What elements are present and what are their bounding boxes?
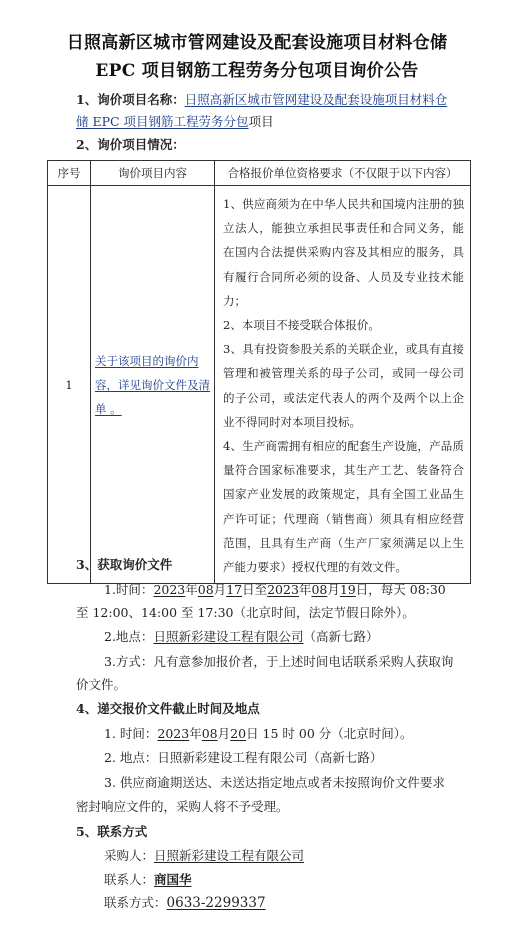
year-char: 年 bbox=[189, 726, 202, 741]
buyer-label: 采购人： bbox=[104, 848, 155, 863]
phone-label: 联系方式： bbox=[104, 895, 167, 910]
section3-time-line2: 至 12:00、14:00 至 17:30（北京时间，法定节假日除外）。 bbox=[76, 605, 415, 620]
month-char: 月 bbox=[217, 726, 231, 741]
contact-line bbox=[104, 872, 192, 888]
buyer-line bbox=[104, 848, 304, 864]
project-name-suffix: 项目 bbox=[248, 114, 274, 129]
year-char: 年 bbox=[298, 582, 312, 597]
requirement-item: 2、本项目不接受联合体报价。 bbox=[223, 318, 380, 333]
month-char: 月 bbox=[213, 582, 227, 597]
deadline-tail: 日 15 时 00 分（北京时间）。 bbox=[246, 726, 413, 741]
row-requirements bbox=[215, 186, 471, 584]
row-content bbox=[91, 186, 215, 584]
place-value: 日照新彩建设工程有限公司 bbox=[153, 629, 304, 644]
section5-label: 5、联系方式 bbox=[76, 824, 148, 839]
place-label: 2.地点： bbox=[104, 629, 154, 644]
end-day: 19 bbox=[339, 582, 356, 597]
project-name-part1: 日照高新区城市管网建设及配套设施项目材料仓 bbox=[184, 92, 448, 107]
time-label: 1.时间： bbox=[104, 582, 154, 597]
section4-note-line1: 3. 供应商逾期送达、未送达指定地点或者未按照询价文件要求 bbox=[104, 775, 445, 790]
start-day: 17 bbox=[226, 582, 243, 597]
buyer-value: 日照新彩建设工程有限公司 bbox=[154, 848, 305, 863]
header-content: 询价项目内容 bbox=[91, 161, 215, 186]
deadline-month: 08 bbox=[201, 726, 218, 741]
section1-label: 1、询价项目名称： bbox=[76, 92, 185, 107]
day-tail: 日，每天 08:30 bbox=[355, 582, 446, 597]
section1-line1 bbox=[76, 92, 447, 108]
section4-place: 2. 地点：日照新彩建设工程有限公司（高新七路） bbox=[104, 750, 383, 765]
phone-value: 0633-2299337 bbox=[166, 895, 266, 911]
section3-method-line1: 3.方式：凡有意参加报价者，于上述时间电话联系采购人获取询 bbox=[104, 654, 454, 669]
section4-time bbox=[104, 726, 413, 742]
section3-label: 3、获取询价文件 bbox=[76, 557, 173, 572]
row-content-text: 关于该项目的询价内容，详见询价文件及清单 。 bbox=[95, 353, 210, 416]
day-to: 日至 bbox=[242, 582, 268, 597]
requirement-item: 3、具有投资参股关系的关联企业，或具有直接管理和被管理关系的母子公司，或同一母公司的子公司，或法定代表人的两个及两个以上企业不得同时对本项目投标。 bbox=[223, 342, 464, 429]
deadline-day: 20 bbox=[230, 726, 247, 741]
row-seq: 1 bbox=[48, 186, 91, 584]
header-seq: 序号 bbox=[48, 161, 91, 186]
section3-place bbox=[104, 629, 378, 645]
end-year: 2023 bbox=[267, 582, 299, 597]
deadline-label: 1. 时间： bbox=[104, 726, 158, 741]
title-line-1: 日照高新区城市管网建设及配套设施项目材料仓储 bbox=[66, 33, 448, 53]
contact-value: 商国华 bbox=[154, 872, 192, 887]
project-name-part2: 储 EPC 项目钢筋工程劳务分包 bbox=[76, 114, 249, 129]
header-requirements: 合格报价单位资格要求（不仅限于以下内容） bbox=[215, 161, 471, 186]
table-row bbox=[48, 186, 471, 584]
requirements-table bbox=[47, 160, 471, 584]
section3-time-line1 bbox=[104, 582, 446, 598]
end-month: 08 bbox=[311, 582, 328, 597]
section2-label: 2、询价项目情况： bbox=[76, 137, 185, 152]
requirement-item: 4、生产商需拥有相应的配套生产设施，产品质量符合国家标准要求，其生产工艺、装备符合国家产业发展的政策规定，具有全国工业品生产许可证；代理商（销售商）须具有相应经营范围，且具有生产商（生产厂家须满足以上生产能力要求）授权代理的有效文件。 bbox=[223, 439, 464, 575]
year-char: 年 bbox=[185, 582, 198, 597]
section4-note-line2: 密封响应文件的，采购人将不予受理。 bbox=[76, 799, 289, 814]
section4-label: 4、递交报价文件截止时间及地点 bbox=[76, 701, 260, 716]
section1-line2 bbox=[76, 114, 274, 130]
contact-label: 联系人： bbox=[104, 872, 155, 887]
start-month: 08 bbox=[197, 582, 214, 597]
title-line-2: EPC 项目钢筋工程劳务分包项目询价公告 bbox=[95, 61, 419, 81]
table-header-row bbox=[48, 161, 471, 186]
deadline-year: 2023 bbox=[157, 726, 190, 741]
section3-method-line2: 价文件。 bbox=[76, 677, 127, 692]
start-year: 2023 bbox=[153, 582, 186, 597]
requirement-item: 1、供应商须为在中华人民共和国境内注册的独立法人，能独立承担民事责任和合同义务，能在国内合法提供采购内容及其相应的服务，具有履行合同所必须的设备、人员及专业技术能力； bbox=[223, 197, 464, 308]
place-suffix: （高新七路） bbox=[303, 629, 379, 644]
month-char: 月 bbox=[327, 582, 340, 597]
phone-line bbox=[104, 895, 266, 911]
